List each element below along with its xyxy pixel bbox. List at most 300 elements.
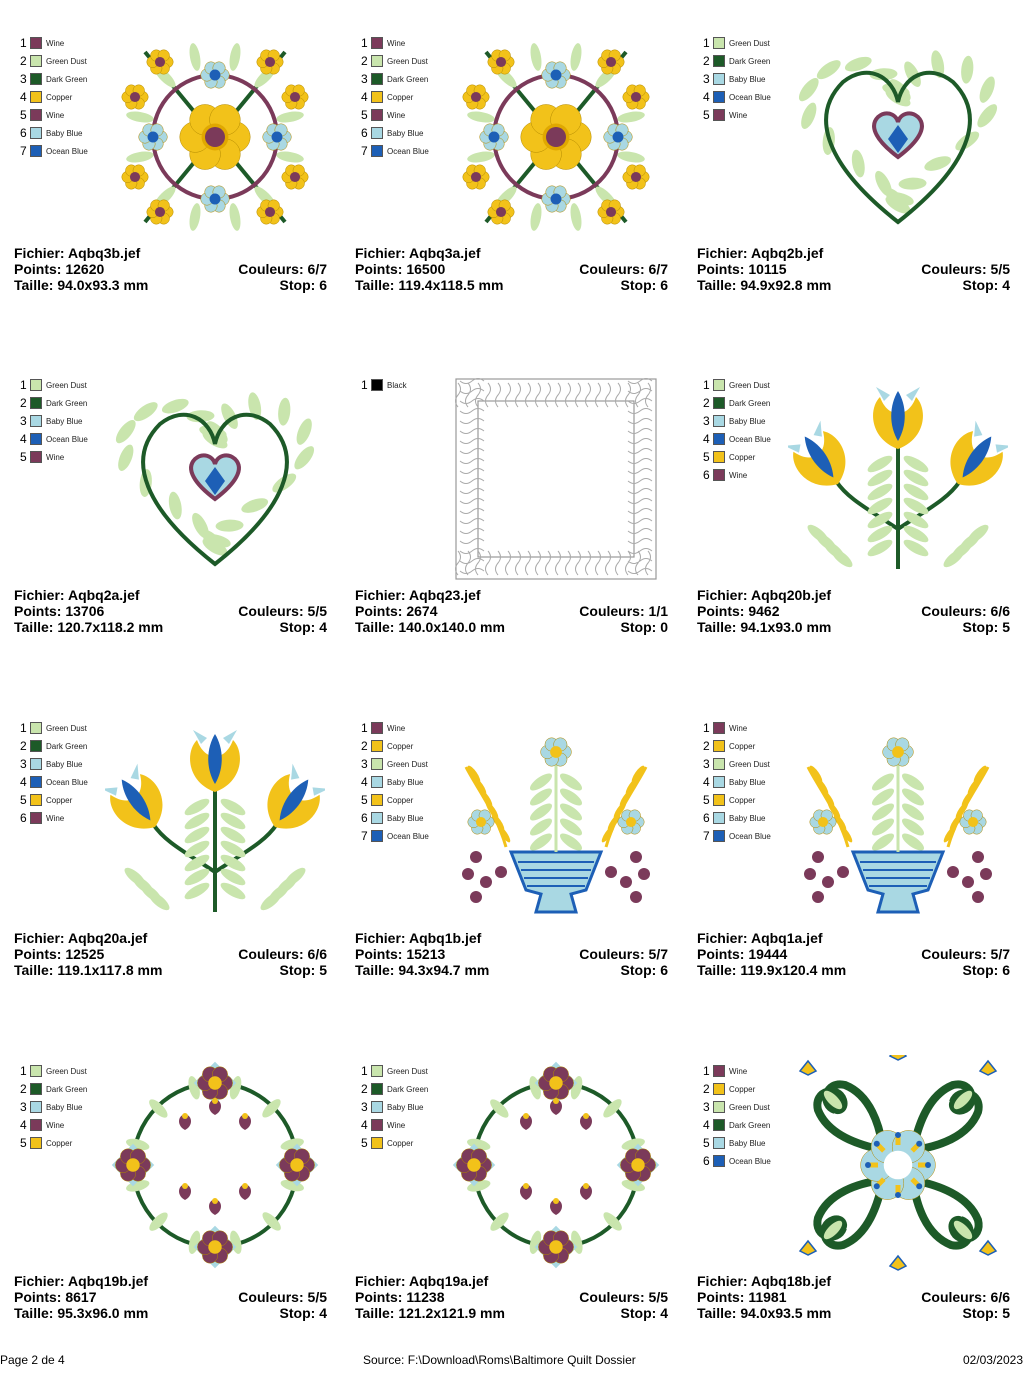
wheat-spray (948, 767, 988, 847)
thread-name: Green Dust (46, 723, 87, 733)
thread-number: 7 (361, 144, 368, 158)
berry (630, 851, 642, 863)
yellow-flower (122, 85, 148, 109)
colors-label: Couleurs: (921, 946, 987, 962)
stop-value: 6 (319, 277, 327, 293)
leaf-stitch (529, 42, 544, 71)
thread-name: Green Dust (729, 380, 770, 390)
file-name: Aqbq20b.jef (750, 587, 832, 603)
berry (638, 868, 650, 880)
size-value: 119.4x118.5 mm (398, 277, 504, 293)
thread-number: 1 (703, 378, 710, 392)
yellow-flower (257, 200, 283, 224)
thread-swatch (30, 433, 42, 445)
thread-number: 3 (20, 1100, 27, 1114)
thread-row (703, 394, 771, 412)
thread-number: 1 (703, 1064, 710, 1078)
thread-number: 2 (20, 1082, 27, 1096)
thread-number: 2 (361, 1082, 368, 1096)
yellow-flower (488, 200, 514, 224)
thread-swatch (371, 830, 383, 842)
thread-name: Baby Blue (729, 74, 766, 84)
leaf-stitch (795, 75, 822, 104)
wine-flower (197, 1067, 232, 1100)
leaf-stitch (960, 55, 975, 84)
leaf-stitch (277, 397, 292, 426)
blue-flower (883, 738, 914, 766)
thread-swatch (30, 145, 42, 157)
thread-swatch (713, 451, 725, 463)
file-name: Aqbq3a.jef (408, 245, 481, 261)
points-value: 8617 (65, 1289, 97, 1305)
stop-value: 6 (660, 962, 668, 978)
colors-label: Couleurs: (238, 261, 304, 277)
file-name: Aqbq2a.jef (67, 587, 140, 603)
berry (980, 868, 992, 880)
points-line (14, 946, 327, 962)
thread-swatch (371, 794, 383, 806)
thread-name: Green Dust (729, 38, 770, 48)
embroidery-preview (105, 27, 325, 247)
thread-number: 6 (703, 1154, 710, 1168)
leaf-stitch (215, 519, 244, 532)
thread-name: Copper (46, 795, 73, 805)
thread-row (20, 773, 88, 791)
thread-swatch (30, 73, 42, 85)
size-value: 94.3x94.7 mm (398, 962, 490, 978)
thread-row (361, 70, 429, 88)
leaf-stitch (466, 150, 495, 165)
embroidery-preview (788, 369, 1008, 589)
stop-value: 5 (319, 962, 327, 978)
thread-name: Baby Blue (729, 777, 766, 787)
leaf-stitch (569, 42, 584, 71)
thread-swatch (713, 379, 725, 391)
thread-row (20, 106, 88, 124)
size-label: Taille: (355, 1305, 395, 1321)
file-name: Aqbq3b.jef (67, 245, 141, 261)
thread-name: Wine (387, 723, 406, 733)
size-label: Taille: (14, 1305, 54, 1321)
berry (972, 851, 984, 863)
berry (812, 851, 824, 863)
thread-number: 5 (703, 108, 710, 122)
yellow-flower (257, 50, 283, 74)
thread-number: 6 (20, 811, 27, 825)
thread-number: 7 (703, 829, 710, 843)
file-label: Fichier: (355, 1273, 406, 1289)
thread-name: Copper (387, 795, 414, 805)
thread-name: Black (387, 380, 407, 390)
thread-legend (703, 376, 771, 484)
leaf-stitch (529, 202, 544, 231)
points-line (697, 603, 1010, 619)
thread-row (20, 124, 88, 142)
yellow-flower (598, 50, 624, 74)
thread-row (20, 791, 88, 809)
thread-name: Ocean Blue (46, 434, 88, 444)
thread-name: Wine (387, 1120, 406, 1130)
thread-row (20, 1134, 87, 1152)
size-label: Taille: (14, 962, 54, 978)
file-line (14, 1273, 327, 1289)
yellow-flower (623, 85, 649, 109)
thread-swatch (30, 109, 42, 121)
wine-flower (197, 1231, 232, 1264)
thread-number: 4 (703, 432, 710, 446)
file-line (355, 587, 668, 603)
wine-flower (456, 1149, 491, 1182)
stop-value: 6 (660, 277, 668, 293)
size-value: 94.9x92.8 mm (740, 277, 832, 293)
thread-swatch (713, 73, 725, 85)
thread-name: Wine (729, 1066, 748, 1076)
file-line (697, 587, 1010, 603)
thread-name: Copper (729, 795, 756, 805)
meander-stitch (456, 379, 653, 576)
thread-number: 2 (20, 54, 27, 68)
thread-number: 5 (703, 1136, 710, 1150)
colors-value: 5/7 (648, 946, 668, 962)
size-value: 140.0x140.0 mm (398, 619, 505, 635)
file-line (14, 587, 327, 603)
berry (962, 876, 974, 888)
stop-label: Stop: (962, 277, 999, 293)
berry (620, 876, 632, 888)
wheat-spray (606, 767, 646, 847)
stop-label: Stop: (962, 619, 999, 635)
blue-flower (960, 810, 986, 834)
tulip-center (190, 730, 240, 792)
wine-flower (538, 1231, 573, 1264)
thread-name: Ocean Blue (729, 92, 771, 102)
thread-swatch (30, 794, 42, 806)
embroidery-preview (446, 712, 666, 932)
size-line (355, 962, 668, 978)
thread-number: 2 (361, 54, 368, 68)
size-line (697, 962, 1010, 978)
wheat-spray (808, 767, 848, 847)
file-line (355, 930, 668, 946)
thread-name: Copper (729, 1084, 756, 1094)
thread-swatch (713, 109, 725, 121)
page-number: Page 2 de 4 (0, 1353, 65, 1367)
thread-row (361, 52, 429, 70)
thread-row (20, 142, 88, 160)
thread-row (361, 376, 407, 394)
thread-swatch (713, 1083, 725, 1095)
thread-number: 4 (703, 775, 710, 789)
file-label: Fichier: (355, 587, 406, 603)
thread-row (703, 1062, 771, 1080)
thread-number: 2 (20, 739, 27, 753)
wine-flower (115, 1149, 150, 1182)
leaf-stitch (228, 202, 243, 231)
thread-swatch (713, 776, 725, 788)
leaf-stitch (814, 57, 844, 83)
thread-row (703, 376, 771, 394)
thread-name: Dark Green (46, 398, 88, 408)
thread-row (703, 448, 771, 466)
thread-number: 3 (20, 757, 27, 771)
thread-number: 1 (361, 36, 368, 50)
design-info (355, 930, 668, 978)
berry (804, 868, 816, 880)
size-value: 94.0x93.3 mm (57, 277, 149, 293)
thread-name: Baby Blue (387, 1102, 424, 1112)
tulip-right (938, 419, 1008, 498)
thread-swatch (30, 55, 42, 67)
points-line (14, 261, 327, 277)
points-label: Points: (14, 1289, 62, 1305)
leaf-stitch (125, 110, 154, 125)
size-line (355, 619, 668, 635)
thread-swatch (371, 145, 383, 157)
thread-name: Baby Blue (729, 416, 766, 426)
blue-flower (604, 124, 633, 150)
leaf-stitch (466, 110, 495, 125)
thread-number: 1 (703, 36, 710, 50)
file-name: Aqbq1a.jef (750, 930, 823, 946)
thread-name: Copper (729, 452, 756, 462)
thread-number: 3 (361, 1100, 368, 1114)
yellow-flower (147, 200, 173, 224)
stop-label: Stop: (962, 962, 999, 978)
thread-name: Wine (729, 470, 748, 480)
file-name: Aqbq18b.jef (750, 1273, 832, 1289)
embroidery-preview (446, 369, 666, 589)
thread-row (361, 88, 429, 106)
stop-value: 4 (319, 1305, 327, 1321)
size-line (355, 277, 668, 293)
thread-number: 3 (703, 757, 710, 771)
blue-flower (263, 124, 292, 150)
thread-name: Baby Blue (387, 813, 424, 823)
thread-row (703, 88, 771, 106)
yellow-flower (282, 165, 308, 189)
file-label: Fichier: (697, 245, 748, 261)
embroidery-preview (788, 1055, 1008, 1275)
points-value: 12620 (65, 261, 105, 277)
design-card (341, 349, 682, 691)
design-card (0, 1035, 341, 1377)
thread-legend (703, 34, 771, 124)
leaf-stitch (941, 546, 967, 570)
yellow-flower (488, 50, 514, 74)
thread-name: Ocean Blue (729, 1156, 771, 1166)
thread-row (703, 809, 771, 827)
size-line (14, 619, 327, 635)
yellow-flower (282, 85, 308, 109)
thread-swatch (713, 397, 725, 409)
tulip-left (788, 419, 858, 498)
thread-name: Ocean Blue (387, 146, 429, 156)
thread-number: 3 (20, 414, 27, 428)
file-label: Fichier: (14, 587, 65, 603)
thread-row (20, 70, 88, 88)
leaf-stitch (258, 889, 284, 913)
thread-number: 3 (703, 1100, 710, 1114)
thread-name: Green Dust (46, 1066, 87, 1076)
points-value: 10115 (748, 261, 787, 277)
thread-number: 5 (703, 793, 710, 807)
wine-flower (538, 1067, 573, 1100)
points-label: Points: (14, 603, 62, 619)
colors-label: Couleurs: (579, 603, 645, 619)
file-label: Fichier: (14, 930, 65, 946)
thread-row (703, 719, 771, 737)
thread-legend (20, 376, 88, 466)
thread-swatch (713, 55, 725, 67)
thread-number: 3 (20, 72, 27, 86)
design-card (341, 7, 682, 349)
thread-number: 4 (20, 432, 27, 446)
points-label: Points: (697, 1289, 745, 1305)
size-line (355, 1305, 668, 1321)
design-card (341, 692, 682, 1034)
thread-swatch (713, 1065, 725, 1077)
thread-legend (20, 34, 88, 160)
colors-value: 1/1 (648, 603, 668, 619)
design-info (697, 245, 1010, 293)
stop-label: Stop: (279, 619, 316, 635)
thread-number: 6 (703, 811, 710, 825)
thread-name: Baby Blue (46, 416, 83, 426)
thread-name: Ocean Blue (46, 777, 88, 787)
stop-value: 5 (1002, 619, 1010, 635)
thread-row (361, 791, 429, 809)
thread-number: 4 (20, 90, 27, 104)
thread-row (703, 755, 771, 773)
thread-swatch (713, 812, 725, 824)
thread-row (703, 827, 771, 845)
file-label: Fichier: (14, 1273, 65, 1289)
leaf-stitch (188, 202, 203, 231)
tulip-center (873, 387, 923, 449)
thread-swatch (371, 758, 383, 770)
size-label: Taille: (14, 277, 54, 293)
size-label: Taille: (697, 962, 737, 978)
thread-row (361, 755, 429, 773)
colors-value: 5/5 (990, 261, 1010, 277)
thread-swatch (30, 812, 42, 824)
thread-swatch (30, 451, 42, 463)
leaf-stitch (293, 416, 315, 446)
thread-swatch (371, 91, 383, 103)
embroidery-preview (105, 712, 325, 932)
size-value: 95.3x96.0 mm (57, 1305, 149, 1321)
thread-swatch (30, 1101, 42, 1113)
design-card (683, 349, 1024, 691)
stop-value: 4 (660, 1305, 668, 1321)
thread-number: 6 (361, 126, 368, 140)
thread-swatch (30, 379, 42, 391)
thread-row (703, 773, 771, 791)
thread-number: 4 (703, 1118, 710, 1132)
stop-label: Stop: (962, 1305, 999, 1321)
stop-label: Stop: (620, 619, 657, 635)
bud (890, 1256, 906, 1270)
thread-legend (361, 1062, 428, 1152)
tulip-right (255, 762, 325, 841)
berry (822, 876, 834, 888)
design-card (0, 692, 341, 1034)
file-name: Aqbq19b.jef (67, 1273, 149, 1289)
thread-swatch (30, 1119, 42, 1131)
thread-row (20, 755, 88, 773)
thread-name: Baby Blue (729, 1138, 766, 1148)
thread-row (361, 1134, 428, 1152)
thread-swatch (30, 758, 42, 770)
points-value: 9462 (748, 603, 780, 619)
thread-row (361, 1098, 428, 1116)
thread-row (361, 1062, 428, 1080)
berry (480, 876, 492, 888)
colors-value: 6/6 (990, 603, 1010, 619)
design-card (341, 1035, 682, 1377)
blue-flower (810, 810, 836, 834)
tulip-left (105, 762, 175, 841)
thread-number: 1 (20, 378, 27, 392)
thread-number: 2 (703, 739, 710, 753)
thread-name: Green Dust (729, 759, 770, 769)
thread-swatch (30, 415, 42, 427)
thread-swatch (30, 1083, 42, 1095)
thread-row (703, 106, 771, 124)
thread-name: Copper (387, 741, 414, 751)
thread-name: Green Dust (46, 56, 87, 66)
thread-number: 5 (361, 1136, 368, 1150)
colors-label: Couleurs: (921, 603, 987, 619)
leaf-stitch (616, 110, 645, 125)
thread-swatch (713, 433, 725, 445)
leaf-stitch (275, 110, 304, 125)
colors-label: Couleurs: (238, 603, 304, 619)
thread-name: Baby Blue (46, 759, 83, 769)
wine-flower (279, 1149, 314, 1182)
thread-swatch (713, 758, 725, 770)
thread-name: Dark Green (387, 74, 429, 84)
thread-row (703, 791, 771, 809)
thread-row (703, 430, 771, 448)
thread-number: 3 (703, 72, 710, 86)
thread-row (20, 1080, 87, 1098)
thread-legend (703, 1062, 771, 1170)
berry (837, 866, 849, 878)
file-line (14, 930, 327, 946)
thread-name: Ocean Blue (729, 434, 771, 444)
thread-name: Green Dust (387, 1066, 428, 1076)
points-label: Points: (355, 603, 403, 619)
bud (800, 1241, 816, 1255)
thread-swatch (371, 1065, 383, 1077)
file-label: Fichier: (355, 245, 406, 261)
size-line (14, 277, 327, 293)
points-value: 15213 (406, 946, 446, 962)
berry (947, 866, 959, 878)
bud (800, 1061, 816, 1075)
thread-swatch (371, 812, 383, 824)
thread-number: 3 (361, 72, 368, 86)
thread-number: 4 (361, 1118, 368, 1132)
thread-row (20, 1062, 87, 1080)
thread-number: 2 (361, 739, 368, 753)
thread-swatch (371, 1119, 383, 1131)
thread-name: Baby Blue (46, 128, 83, 138)
berry (812, 891, 824, 903)
thread-name: Dark Green (729, 398, 771, 408)
points-line (14, 603, 327, 619)
